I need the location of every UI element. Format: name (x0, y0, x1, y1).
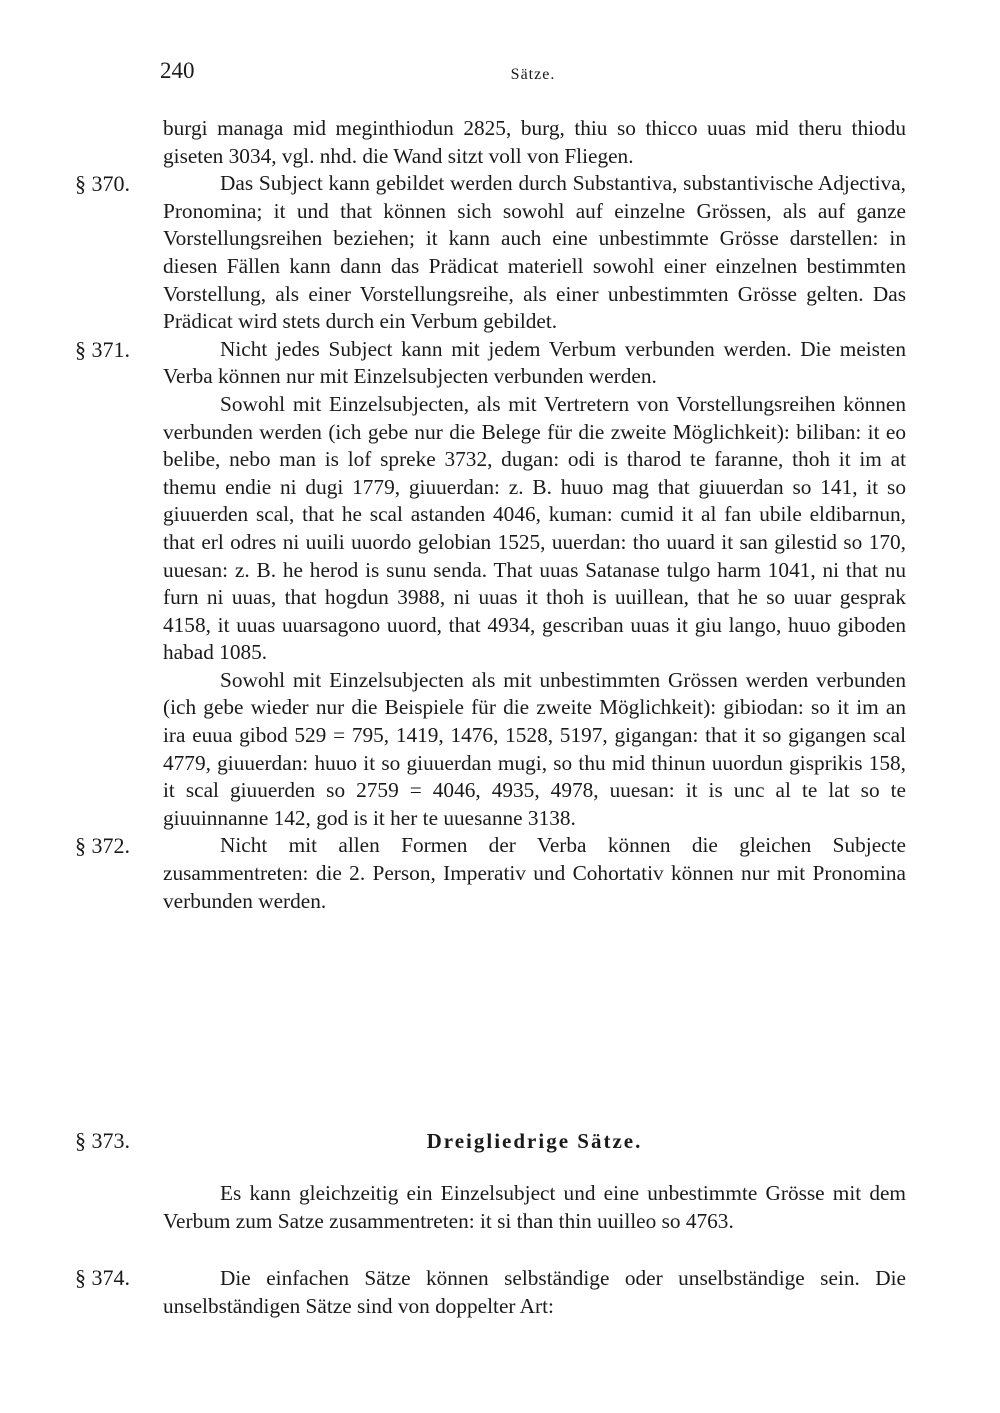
page-number: 240 (160, 58, 195, 83)
paragraph-371-c: Sowohl mit Einzelsubjecten als mit unbestimmten Grössen werden verbunden (ich gebe wieder nur die Beispiele für die zweite Möglichkeit): gibiodan: so it im an ira euua gibod 529 = 795, 1419, 1476, 1528, 5197, gigangan: that it so gigangen scal 4779, giuuerdan: huuo it so giuuerdan mugi, so thu mid thinun uuordun gisprikis 158, it scal giuuerden so 2759 = 4046, 4935, 4978, uuesan: it is unc al te lat so te giuuinnanne 142, god is it her te uuesanne 3138. (163, 667, 906, 830)
section-heading: Dreigliedrige Sätze. (426, 1129, 643, 1153)
paragraph-371-b: Sowohl mit Einzelsubjecten, als mit Vertretern von Vorstellungsreihen können verbunden werden (ich gebe nur die Belege für die zweite Möglichkeit): biliban: it eo belibe, nebo man is lof spreke 3732, dugan: odi is tharod te faranne, thoh it im at themu endie ni dugi 1779, giuuerdan: z. B. huuo mag that giuuerdan so 141, it so giuuerden scal, that he scal astanden 4046, kuman: cumid it al fan ubile eldibarnun, that erl odres ni uuili uuordo gelobian 1525, uuerdan: tho uuard it san gilestid so 170, uuesan: z. B. he herod is sunu senda. That uuas Satanase tulgo harm 1041, ni that nu furn ni uuas, that hogdun 3988, ni uuas it thoh is uuillean, that he so uuar gesprak 4158, it uuas uuarsagono uuord, that 4934, gescriban uuas it giu lango, huuo giboden habad 1085. (163, 391, 906, 665)
section-label-374: § 374. (75, 1265, 130, 1290)
paragraph-373: Es kann gleichzeitig ein Einzelsubject und eine unbestimmte Grösse mit dem Verbum zum Satze zusammentreten: it si than thin uuilleo so 4763. (163, 1181, 906, 1233)
paragraph-continuation: burgi managa mid meginthiodun 2825, burg, thiu so thicco uuas mid theru thiodu giseten 3034, vgl. nhd. die Wand sitzt voll von Fliegen. (163, 116, 906, 168)
page-header (160, 58, 906, 92)
paragraph-371 (75, 336, 906, 391)
paragraph-370 (75, 170, 906, 336)
paragraph-372-text: Nicht mit allen Formen der Verba können die gleichen Subjecte zusammentreten: die 2. Person, Imperativ und Cohortativ können nur mit Pronomina verbunden werden. (163, 833, 906, 913)
section-label-370: § 370. (75, 171, 130, 197)
paragraph-374: Die einfachen Sätze können selbständige oder unselbständige sein. Die unselbständigen Sätze sind von doppelter Art: (163, 1266, 906, 1318)
text-block-373 (163, 1180, 906, 1235)
section-label-371: § 371. (75, 336, 130, 362)
section-label-372: § 372. (75, 833, 130, 859)
section-label-373: § 373. (75, 1128, 130, 1153)
running-title: Sätze. (510, 66, 556, 83)
paragraph-370-text: Das Subject kann gebildet werden durch Substantiva, substantivische Adjectiva, Pronomina; it und that können sich sowohl auf einzelne Grössen, als auf ganze Vorstellungsreihen beziehen; it kann auch eine unbestimmte Grösse darstellen: in diesen Fällen kann dann das Prädicat materiell sowohl einer einzelnen bestimmten Vorstellung, als einer Vorstellungsreihe, als einer unbestimmten Grösse gelten. Das Prädicat wird stets durch ein Verbum gebildet. (163, 171, 906, 334)
paragraph-371-text: Nicht jedes Subject kann mit jedem Verbum verbunden werden. Die meisten Verba können nur mit Einzelsubjecten verbunden werden. (163, 336, 906, 389)
text-block-main (75, 115, 906, 915)
text-block-374 (163, 1265, 906, 1320)
paragraph-372 (75, 832, 906, 915)
